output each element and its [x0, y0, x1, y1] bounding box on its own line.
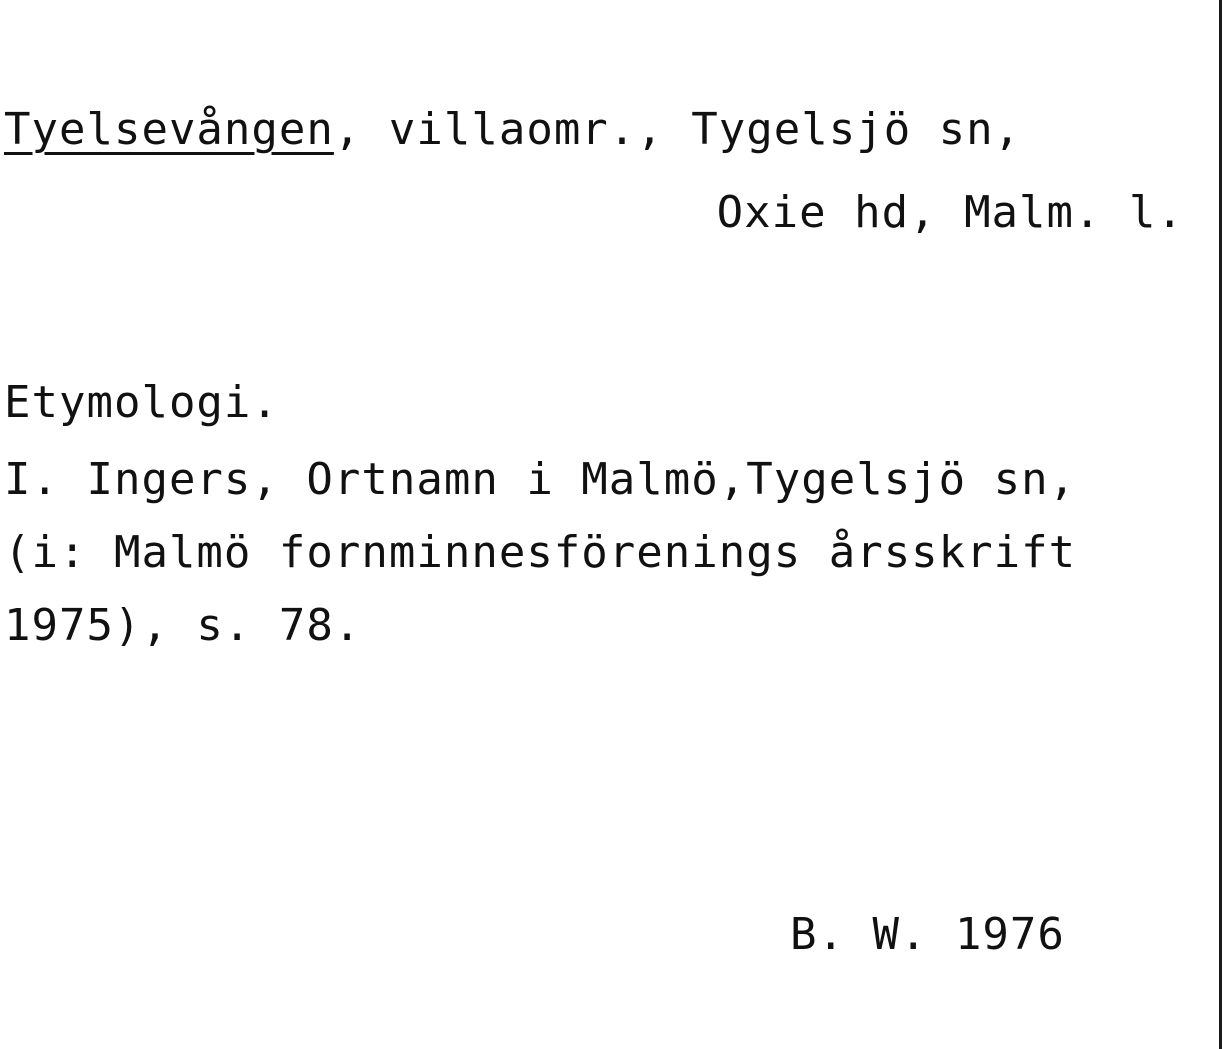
section-heading: Etymologi. — [4, 377, 279, 428]
location-line: Oxie hd, Malm. l. — [716, 187, 1184, 238]
reference-line-1: I. Ingers, Ortnamn i Malmö,Tygelsjö sn, — [4, 454, 1077, 505]
headword: Tyelsevången — [4, 104, 334, 155]
card-edge-line — [1219, 0, 1222, 1049]
headword-description: , villaomr., Tygelsjö sn, — [333, 104, 1022, 155]
signature: B. W. 1976 — [790, 909, 1065, 960]
reference-line-2: (i: Malmö fornminnesförenings årsskrift — [4, 527, 1077, 578]
entry-title-line — [4, 100, 1021, 160]
reference-line-3: 1975), s. 78. — [4, 600, 362, 651]
